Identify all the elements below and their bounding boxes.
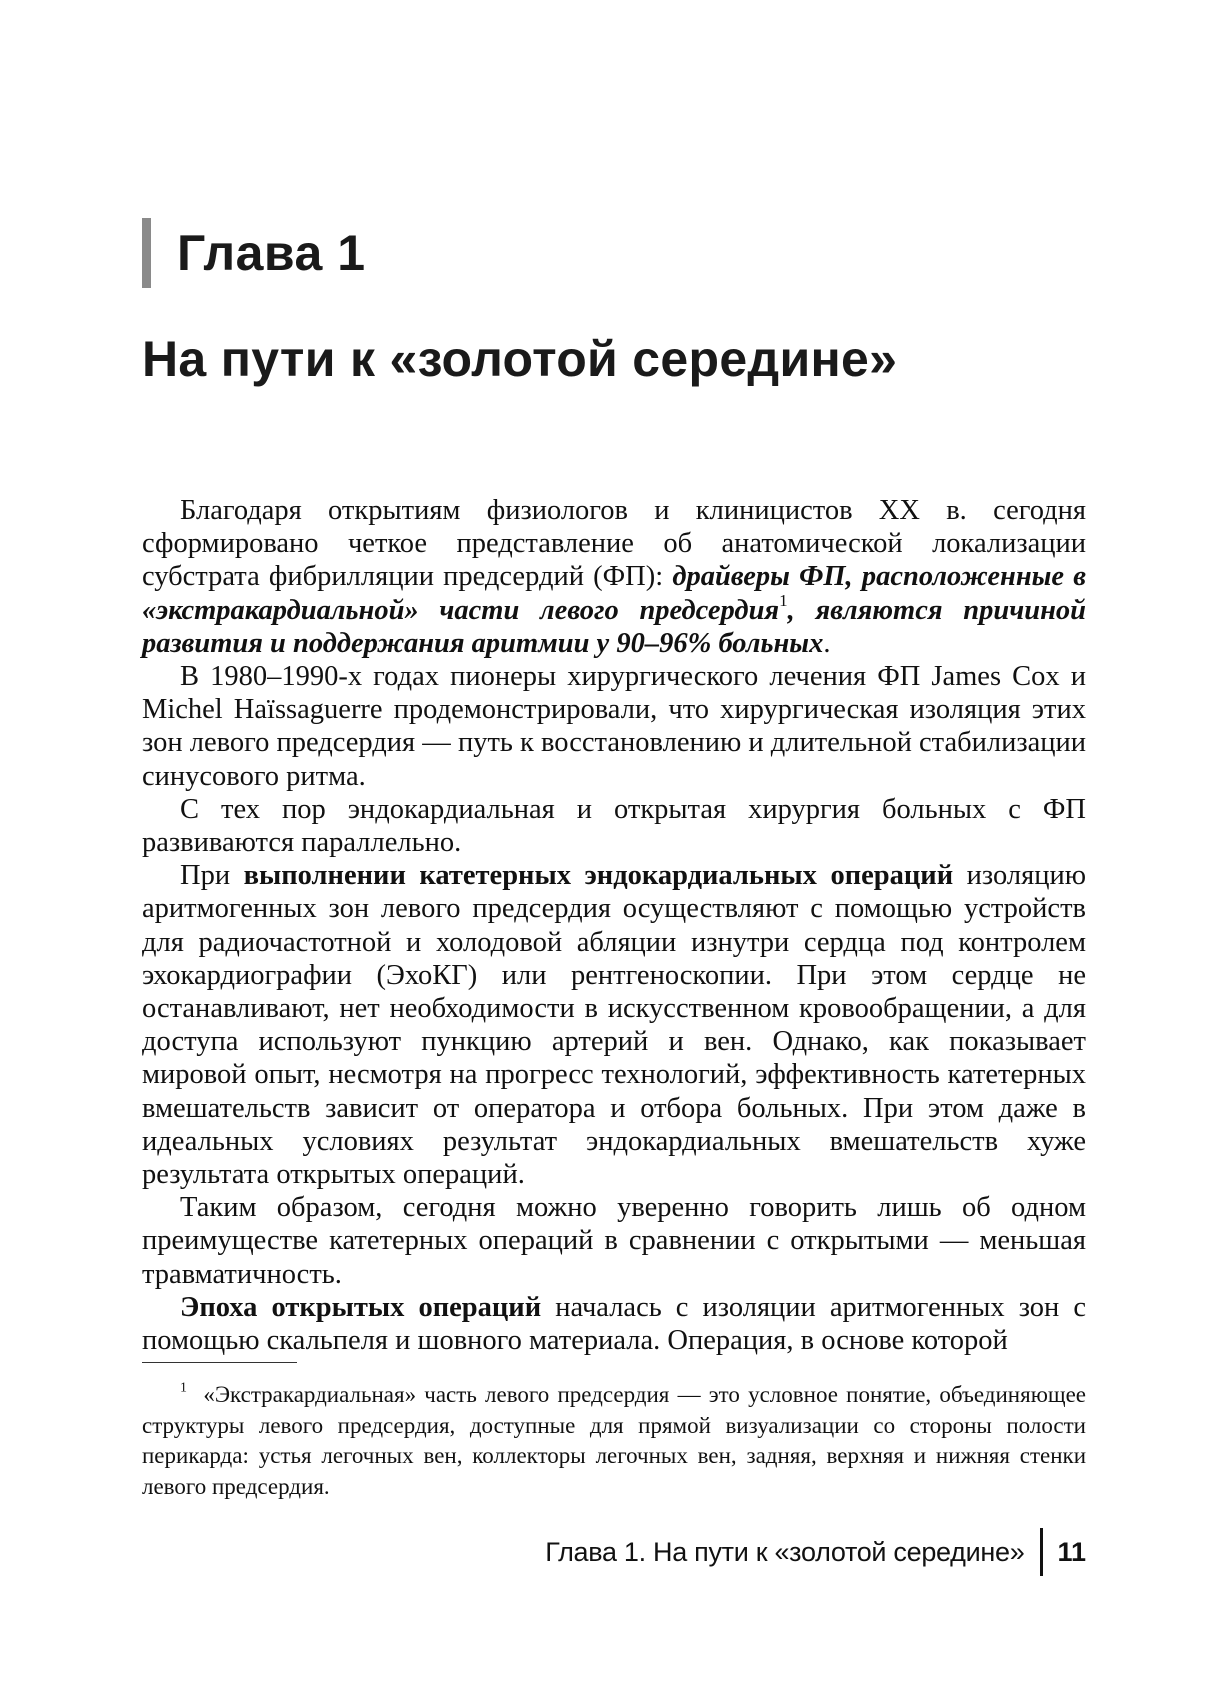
paragraph-1: [142, 494, 1086, 660]
emphasis-drivers: драйверы ФП, расположенные в «экстракардиальной» части левого предсердия: [142, 561, 1087, 626]
running-footer: [545, 1528, 1086, 1576]
paragraph-4-text: изоляцию аритмогенных зон левого предсердия осуществляют с помощью устройств для радиочастотной и холодовой абляции изнутри сердца под контролем эхокардиографии (ЭхоКГ) или рентгеноскопии. При этом сердце не останавливают, нет необходимости в искусственном кровообращении, а для доступа используют пункцию артерий и вен. Однако, как показывает мировой опыт, несмотря на прогресс технологий, эффективность катетерных вмешательств зависит от оператора и отбора больных. При этом даже в идеальных условиях результат эндокардиальных вмешательств хуже результата открытых операций.: [142, 860, 1086, 1191]
paragraph-5: Таким образом, сегодня можно уверенно говорить лишь об одном преимуществе катетерных операций в сравнении с открытыми — меньшая травматичность.: [142, 1192, 1086, 1290]
emphasis-open-operations-era: Эпоха открытых операций: [180, 1291, 542, 1323]
paragraph-1-end: .: [823, 627, 831, 659]
footnote-text: «Экстракардиальная» часть левого предсердия — это условное понятие, объединяющее структуры левого предсердия, доступные для прямой визуализации со стороны полости перикарда: устья легочных вен, коллекторы легочных вен, задняя, верхняя и нижняя стенки левого предсердия.: [142, 1382, 1087, 1499]
footnote-paragraph: [142, 1380, 1086, 1502]
chapter-title: На пути к «золотой середине»: [142, 331, 898, 387]
footnote: [142, 1380, 1086, 1502]
body-text: [142, 494, 1086, 1357]
paragraph-4: [142, 859, 1086, 1191]
paragraph-1-text: Благодаря открытиям физиологов и клиницистов XX в. сегодня сформировано четкое представление об анатомической локализации субстрата фибрилляции предсердий (ФП):: [142, 495, 1086, 593]
running-title: Глава 1. На пути к «золотой середине»: [545, 1536, 1025, 1567]
footnote-divider: [142, 1362, 297, 1363]
chapter-label: Глава 1: [177, 225, 366, 281]
footnote-number: 1: [180, 1379, 187, 1395]
page-number: 11: [1057, 1536, 1086, 1567]
paragraph-3: С тех пор эндокардиальная и открытая хирургия больных с ФП развиваются параллельно.: [142, 793, 1086, 859]
chapter-heading: [142, 218, 366, 288]
paragraph-6-text: началась с изоляции аритмогенных зон с помощью скальпеля и шовного материала. Операция, в основе которой: [142, 1291, 1087, 1357]
chapter-accent-bar: [142, 218, 151, 288]
paragraph-4-start: При: [180, 860, 244, 892]
paragraph-2: В 1980–1990-х годах пионеры хирургического лечения ФП James Cox и Michel Haïssaguerre продемонстрировали, что хирургическая изоляция этих зон левого предсердия — путь к восстановлению и длительной стабилизации синусового ритма.: [142, 661, 1086, 792]
footer-divider: [1040, 1528, 1043, 1576]
emphasis-catheter-operations: выполнении катетерных эндокардиальных операций: [243, 860, 954, 892]
paragraph-6: [142, 1291, 1086, 1357]
emphasis-causes: , являются причиной развития и поддержания аритмии у 90–96% больных: [142, 594, 1086, 659]
footnote-reference[interactable]: 1: [779, 590, 788, 610]
